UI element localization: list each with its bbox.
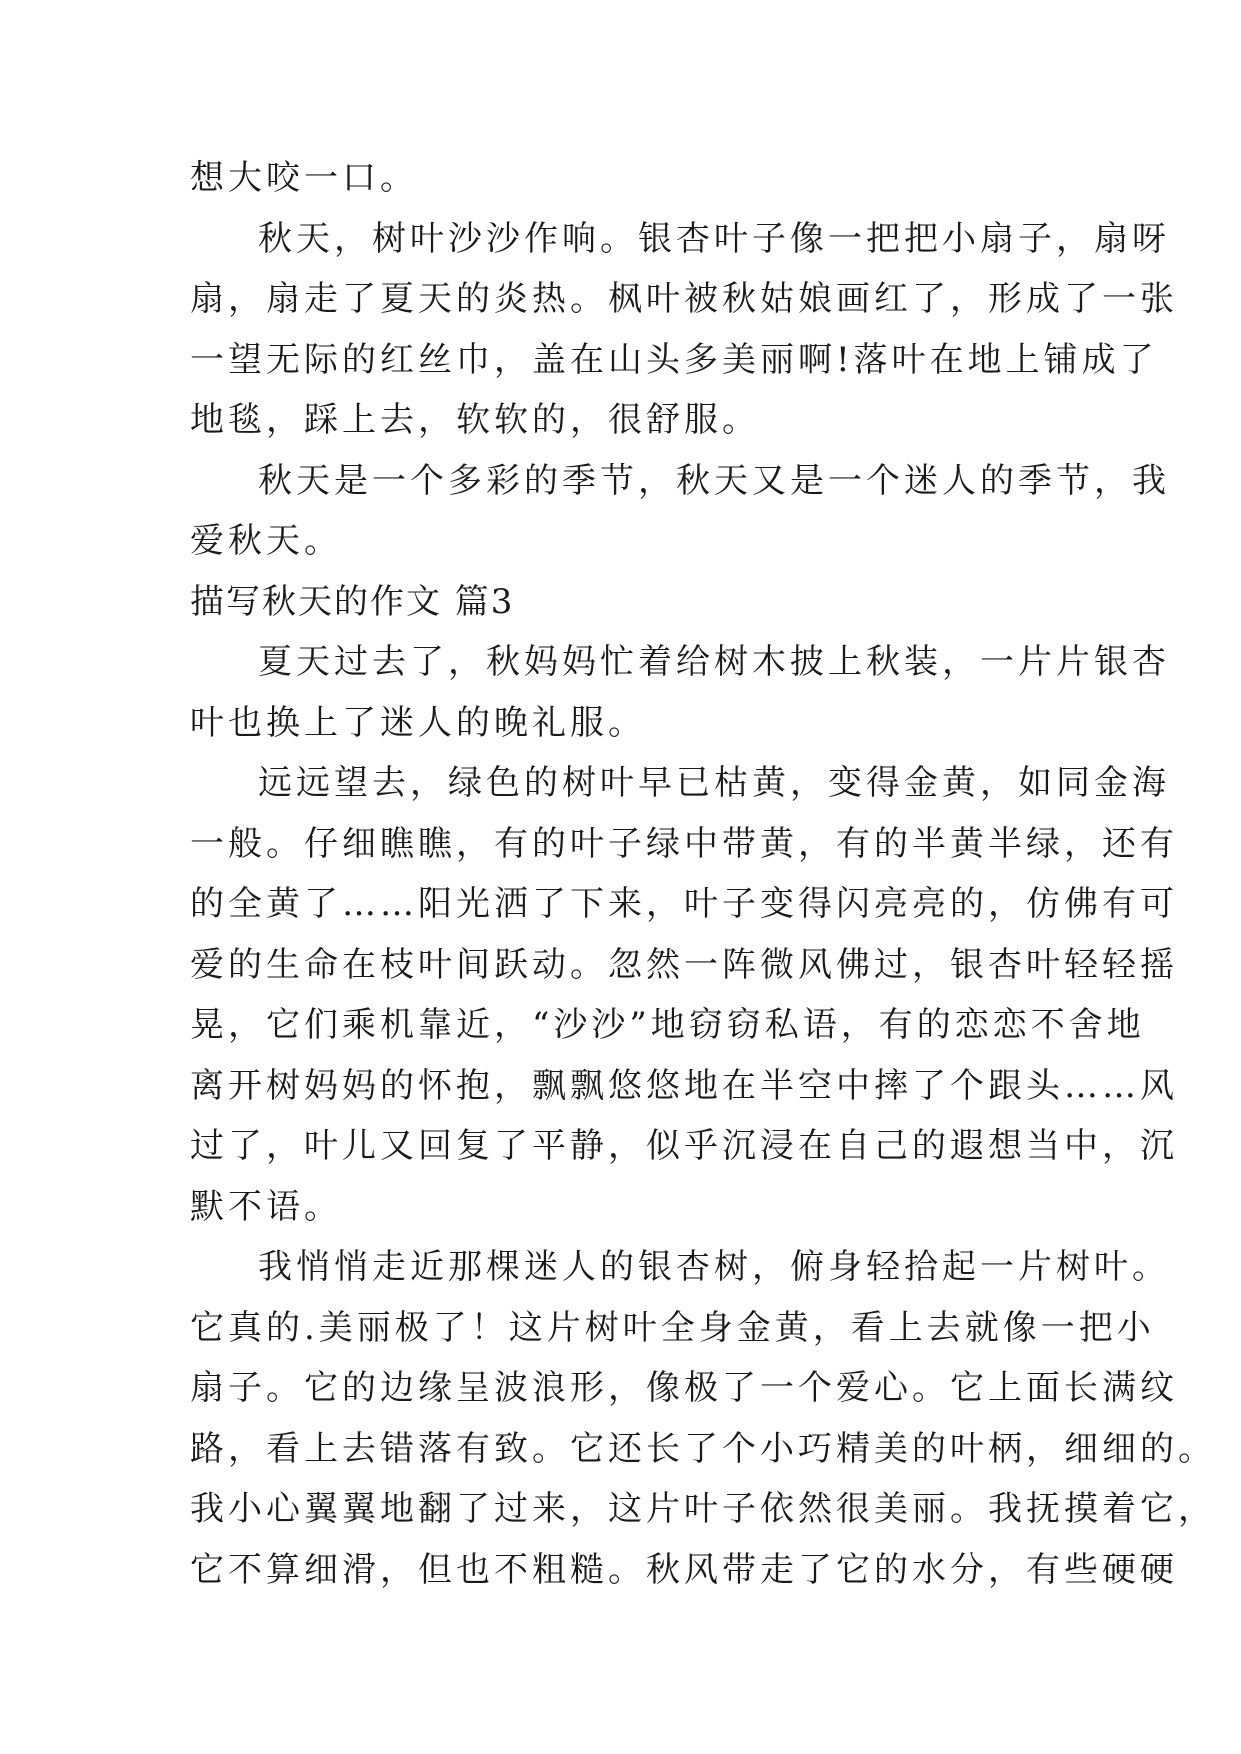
section-heading [190,572,1090,633]
document-page [190,148,1216,1600]
text-line: 叶也换上了迷人的晚礼服。 [190,702,646,743]
text-line: 秋天是一个多彩的季节，秋天又是一个迷人的季节，我 [258,460,1170,501]
paragraph-love-autumn [190,451,1170,572]
text-line: 地毯，踩上去，软软的，很舒服。 [190,400,760,440]
text-line: 秋天，树叶沙沙作响。银杏叶子像一把把小扇子，扇呀 [258,218,1170,259]
text-line: 我悄悄走近那棵迷人的银杏树，俯身轻拾起一片树叶。 [258,1247,1170,1287]
text-line: 它不算细滑，但也不粗糙。秋风带走了它的水分，有些硬硬 [190,1549,1178,1590]
text-line: 夏天过去了，秋妈妈忙着给树木披上秋装，一片片银杏 [258,642,1170,682]
text-line: 远远望去，绿色的树叶早已枯黄，变得金黄，如同金海 [258,763,1170,803]
text-line: 离开树妈妈的怀抱，飘飘悠悠地在半空中摔了个跟头……风 [190,1065,1178,1106]
paragraph-autumn-leaves [190,209,1178,451]
paragraph-looking-afar [190,753,1178,1237]
text-line: 一望无际的红丝巾，盖在山头多美丽啊!落叶在地上铺成了 [190,339,1158,380]
text-line: 的全黄了……阳光洒了下来，叶子变得闪亮亮的，仿佛有可 [190,884,1178,924]
text-line: 路，看上去错落有致。它还长了个小巧精美的叶柄，细细的。 [190,1428,1216,1469]
text-line: 晃，它们乘机靠近，“沙沙”地窃窃私语，有的恋恋不舍地 [190,1005,1145,1045]
text-line: 默不语。 [190,1186,342,1227]
paragraph-continuation [190,148,1090,209]
paragraph-summer-passed [190,632,1170,753]
text-line: 爱秋天。 [190,521,342,561]
heading-text: 描写秋天的作文 篇3 [190,581,515,622]
text-line: 扇子。它的边缘呈波浪形，像极了一个爱心。它上面长满纹 [190,1368,1178,1408]
text-line: 爱的生命在枝叶间跃动。忽然一阵微风佛过，银杏叶轻轻摇 [190,944,1178,985]
text-line: 过了，叶儿又回复了平静，似乎沉浸在自己的遐想当中，沉 [190,1126,1178,1166]
text-line: 想大咬一口。 [190,158,418,198]
text-line: 扇，扇走了夏天的炎热。枫叶被秋姑娘画红了，形成了一张 [190,279,1178,319]
text-line: 我小心翼翼地翻了过来，这片叶子依然很美丽。我抚摸着它， [190,1489,1216,1529]
text-line: 它真的.美丽极了！这片树叶全身金黄，看上去就像一把小 [190,1307,1155,1348]
paragraph-picking-leaf [190,1237,1216,1600]
text-line: 一般。仔细瞧瞧，有的叶子绿中带黄，有的半黄半绿，还有 [190,823,1178,864]
